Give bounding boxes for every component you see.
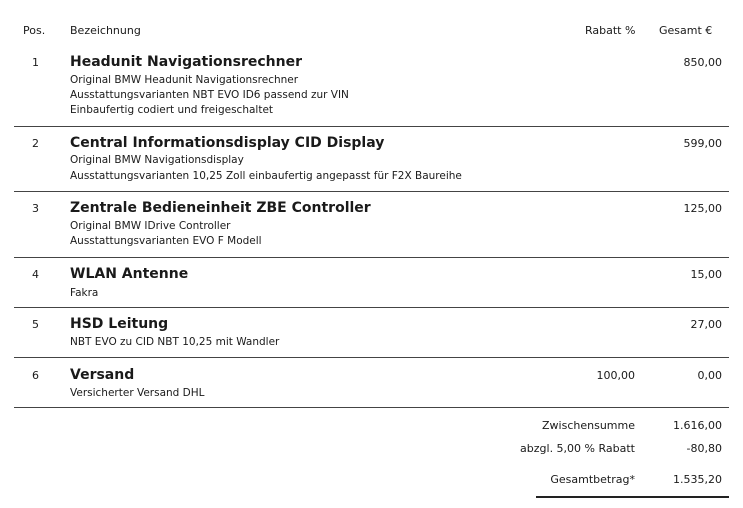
row-total: 125,00 — [683, 202, 722, 215]
discount-label: abzgl. 5,00 % Rabatt — [520, 442, 635, 455]
row-title: Versand — [70, 367, 135, 383]
row-pos: 2 — [32, 137, 39, 150]
row-pos: 3 — [32, 202, 39, 215]
row-rabatt: 100,00 — [596, 369, 635, 382]
column-header-bezeichnung: Bezeichnung — [70, 24, 141, 37]
row-pos: 4 — [32, 268, 39, 281]
subtotal-label: Zwischensumme — [542, 419, 635, 432]
row-title: WLAN Antenne — [70, 266, 189, 282]
row-title: Headunit Navigationsrechner — [70, 54, 302, 70]
row-detail: Ausstattungsvarianten NBT EVO ID6 passend zur VIN — [70, 89, 349, 101]
row-detail: Fakra — [70, 287, 99, 299]
row-detail: Original BMW Navigationsdisplay — [70, 154, 244, 166]
row-divider — [14, 407, 729, 408]
row-title: HSD Leitung — [70, 316, 169, 332]
column-header-pos: Pos. — [23, 24, 46, 37]
row-detail: Original BMW Headunit Navigationsrechner — [70, 74, 299, 86]
column-header-gesamt: Gesamt € — [659, 24, 713, 37]
row-detail: Versicherter Versand DHL — [70, 387, 205, 399]
grand-total-value: 1.535,20 — [673, 473, 722, 486]
row-detail: Einbaufertig codiert und freigeschaltet — [70, 104, 274, 116]
row-detail: Original BMW IDrive Controller — [70, 220, 231, 232]
row-total: 599,00 — [683, 137, 722, 150]
row-detail: Ausstattungsvarianten EVO F Modell — [70, 235, 262, 247]
row-divider — [14, 191, 729, 192]
row-total: 850,00 — [683, 56, 722, 69]
column-header-rabatt: Rabatt % — [585, 24, 636, 37]
row-pos: 5 — [32, 318, 39, 331]
discount-value: -80,80 — [686, 442, 722, 455]
row-total: 15,00 — [690, 268, 722, 281]
row-divider — [14, 257, 729, 258]
row-total: 27,00 — [690, 318, 722, 331]
row-pos: 1 — [32, 56, 39, 69]
row-pos: 6 — [32, 369, 39, 382]
grand-total-underline — [536, 496, 729, 498]
row-title: Zentrale Bedieneinheit ZBE Controller — [70, 200, 371, 216]
row-divider — [14, 357, 729, 358]
grand-total-label: Gesamtbetrag* — [550, 473, 635, 486]
row-divider — [14, 307, 729, 308]
row-total: 0,00 — [697, 369, 722, 382]
row-detail: Ausstattungsvarianten 10,25 Zoll einbaufertig angepasst für F2X Baureihe — [70, 170, 462, 182]
row-detail: NBT EVO zu CID NBT 10,25 mit Wandler — [70, 336, 280, 348]
subtotal-value: 1.616,00 — [673, 419, 722, 432]
row-divider — [14, 126, 729, 127]
row-title: Central Informationsdisplay CID Display — [70, 135, 385, 151]
